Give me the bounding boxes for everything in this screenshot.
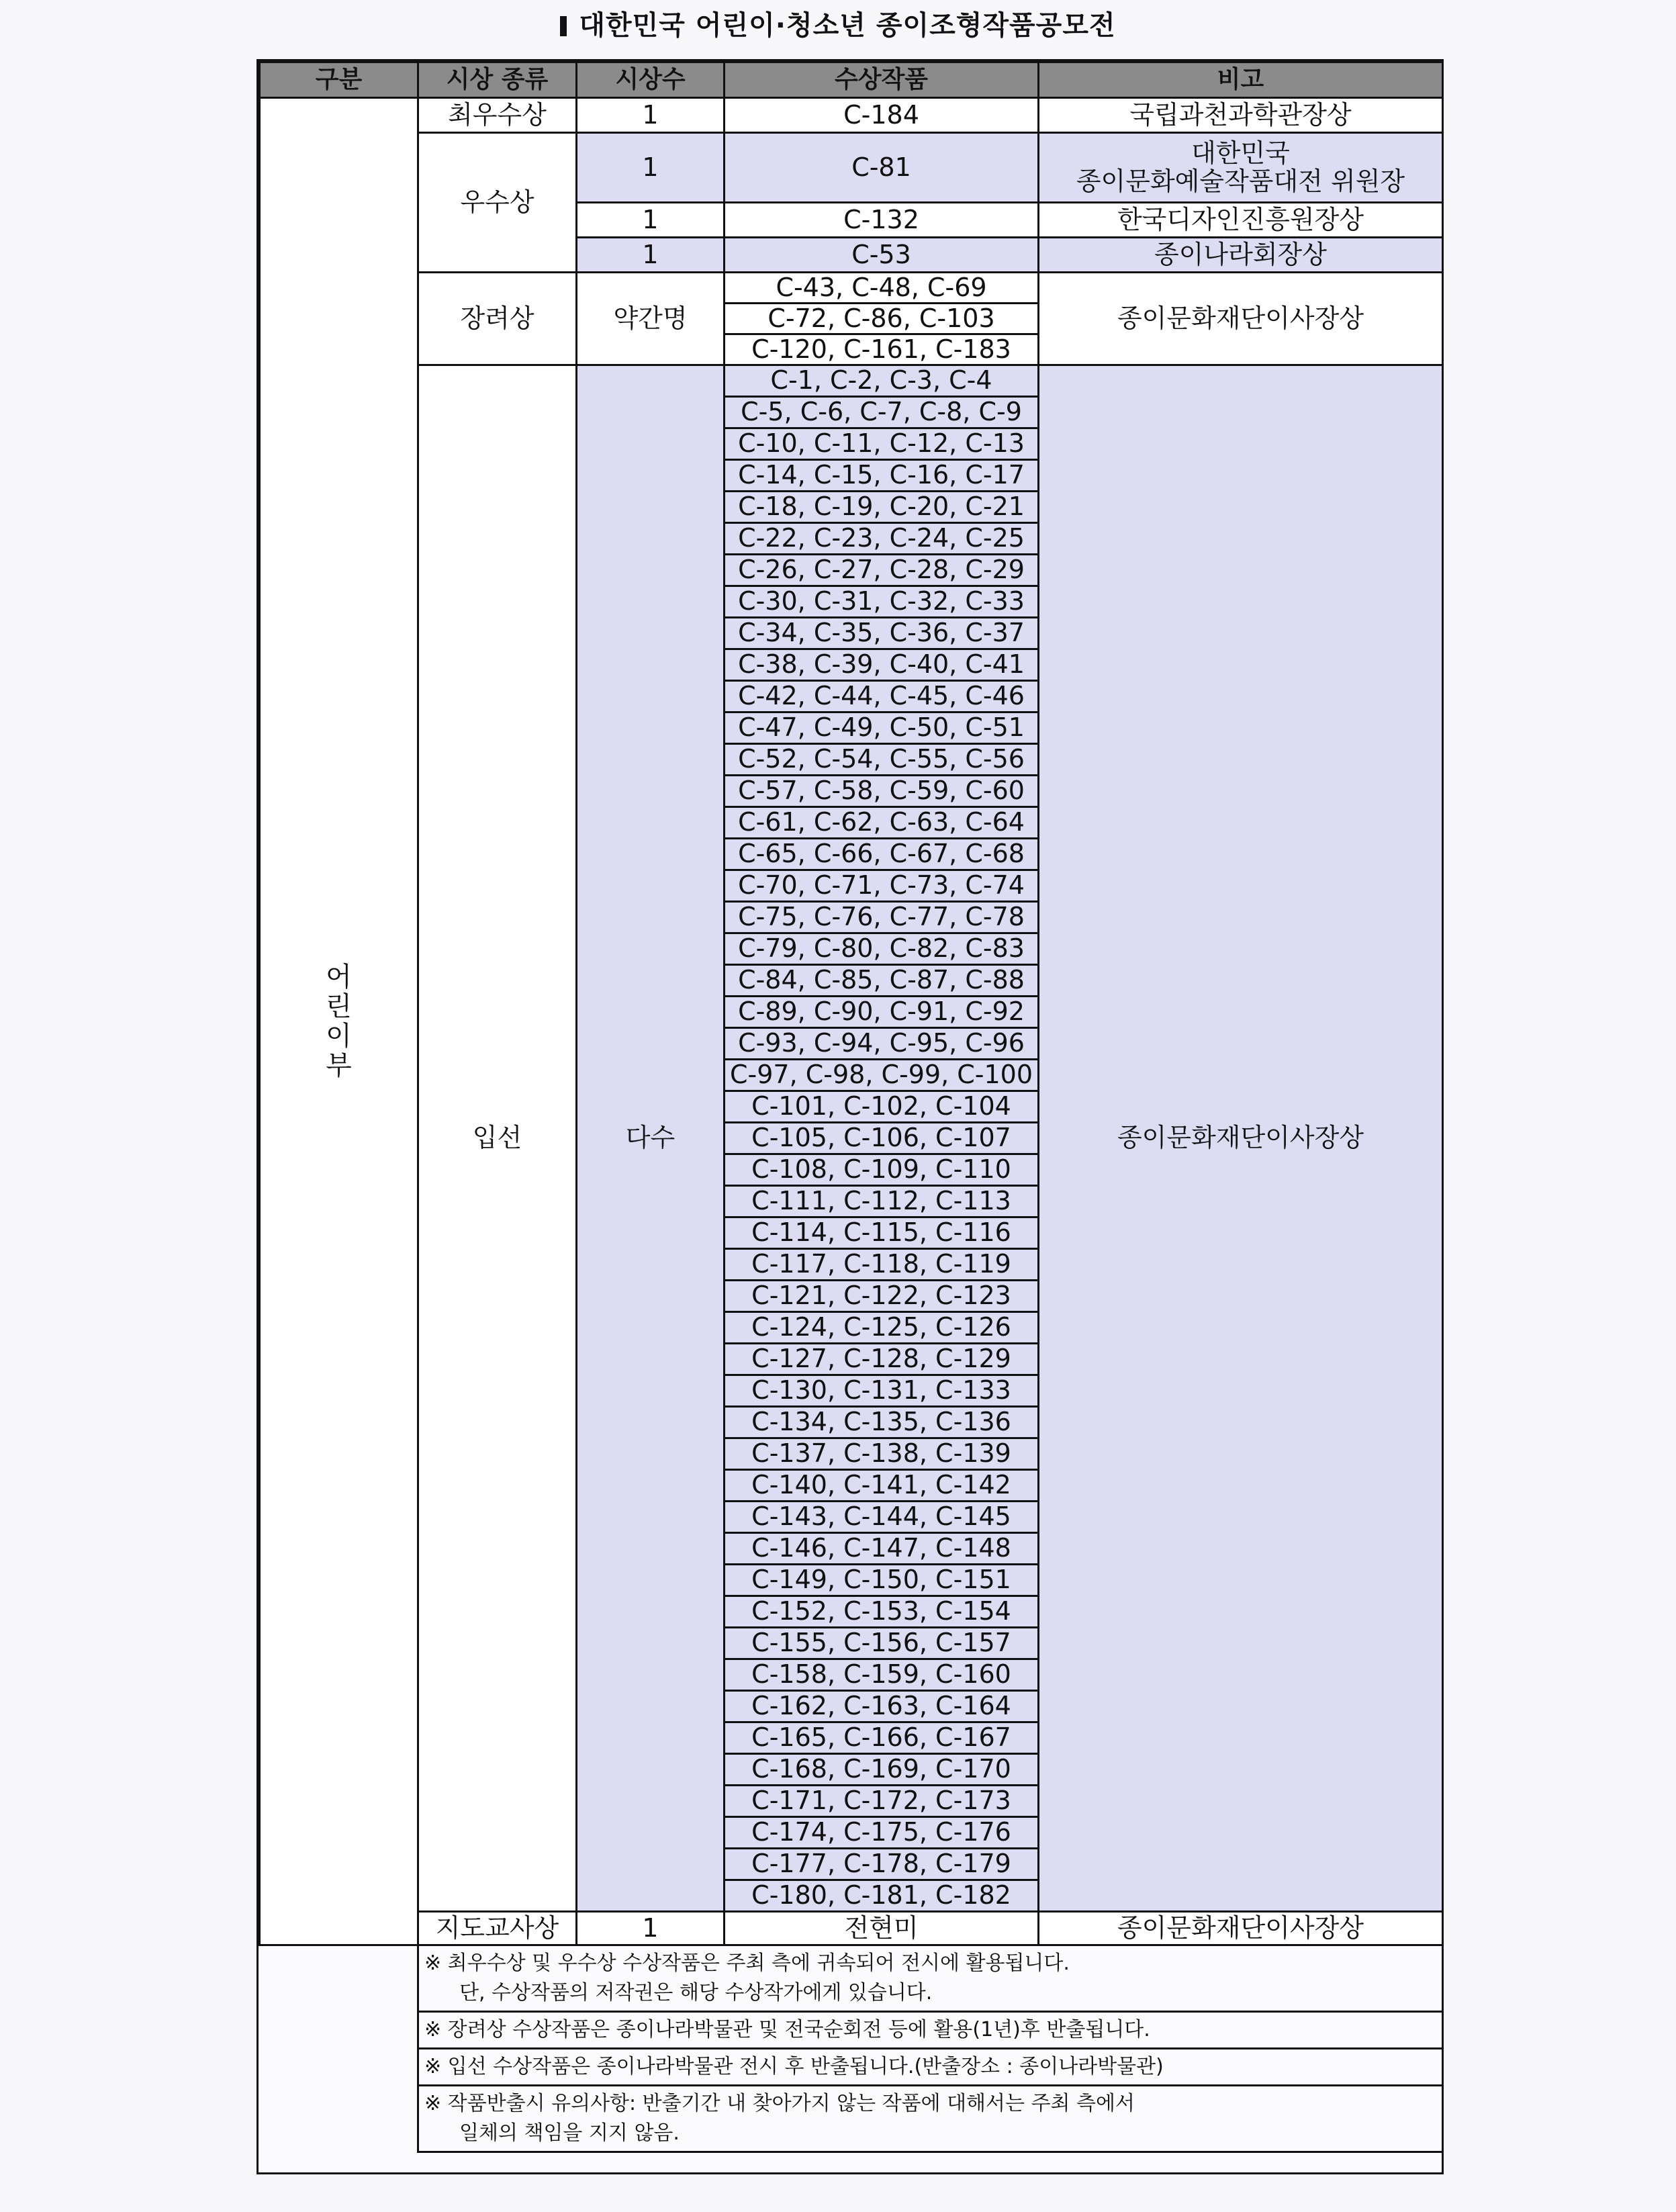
note-line: ※ 작품반출시 유의사항: 반출기간 내 찾아가지 않는 작품에 대해서는 주최 측에서 <box>424 2092 1135 2115</box>
notes-box <box>417 1944 1442 2153</box>
selected-count: 다수 <box>577 365 725 1912</box>
header-award-type: 시상 종류 <box>418 62 577 98</box>
selected-work: C-117, C-118, C-119 <box>725 1249 1039 1281</box>
excellence-count: 1 <box>577 203 725 238</box>
teacher-work: 전현미 <box>725 1912 1039 1945</box>
note-row <box>419 2047 1442 2084</box>
selected-work: C-146, C-147, C-148 <box>725 1533 1039 1565</box>
grand-prize-work: C-184 <box>725 98 1039 133</box>
teacher-count: 1 <box>577 1912 725 1945</box>
selected-work: C-93, C-94, C-95, C-96 <box>725 1028 1039 1060</box>
selected-work: C-52, C-54, C-55, C-56 <box>725 744 1039 776</box>
selected-note: 종이문화재단이사장상 <box>1039 365 1443 1912</box>
excellence-note-text <box>1076 138 1405 196</box>
note-line: 단, 수상작품의 저작권은 해당 수상작가에게 있습니다. <box>459 1981 933 2004</box>
selected-work: C-130, C-131, C-133 <box>725 1375 1039 1407</box>
selected-work: C-97, C-98, C-99, C-100 <box>725 1060 1039 1091</box>
encouragement-work: C-72, C-86, C-103 <box>725 304 1039 334</box>
selected-work: C-114, C-115, C-116 <box>725 1217 1039 1249</box>
excellence-work: C-81 <box>725 133 1039 203</box>
title-bar-icon <box>560 16 567 36</box>
table-header-row <box>260 62 1443 98</box>
selected-work: C-165, C-166, C-167 <box>725 1722 1039 1754</box>
selected-work: C-38, C-39, C-40, C-41 <box>725 649 1039 681</box>
selected-work: C-5, C-6, C-7, C-8, C-9 <box>725 397 1039 428</box>
selected-work: C-105, C-106, C-107 <box>725 1123 1039 1154</box>
grand-prize-note: 국립과천과학관장상 <box>1039 98 1443 133</box>
selected-work: C-89, C-90, C-91, C-92 <box>725 997 1039 1028</box>
selected-work: C-57, C-58, C-59, C-60 <box>725 776 1039 807</box>
excellence-note: 한국디자인진흥원장상 <box>1039 203 1443 238</box>
excellence-label: 우수상 <box>418 133 577 273</box>
selected-work: C-30, C-31, C-32, C-33 <box>725 586 1039 618</box>
page-title-text: 대한민국 어린이·청소년 종이조형작품공모전 <box>579 10 1116 41</box>
selected-work: C-22, C-23, C-24, C-25 <box>725 523 1039 555</box>
note-row <box>419 2011 1442 2047</box>
selected-work: C-75, C-76, C-77, C-78 <box>725 902 1039 933</box>
selected-work: C-177, C-178, C-179 <box>725 1849 1039 1880</box>
teacher-note: 종이문화재단이사장상 <box>1039 1912 1443 1945</box>
selected-work: C-26, C-27, C-28, C-29 <box>725 555 1039 586</box>
selected-work: C-34, C-35, C-36, C-37 <box>725 618 1039 649</box>
excellence-count: 1 <box>577 238 725 273</box>
selected-work: C-158, C-159, C-160 <box>725 1659 1039 1691</box>
encouragement-note: 종이문화재단이사장상 <box>1039 273 1443 365</box>
page-title <box>0 5 1676 46</box>
header-category: 구분 <box>260 62 418 98</box>
table-row <box>260 365 1443 397</box>
note-line: ※ 최우수상 및 우수상 수상작품은 주최 측에 귀속되어 전시에 활용됩니다. <box>424 1951 1070 1975</box>
teacher-label: 지도교사상 <box>418 1912 577 1945</box>
category-char: 이 <box>326 1021 352 1052</box>
note-row <box>419 2084 1442 2151</box>
selected-work: C-127, C-128, C-129 <box>725 1344 1039 1375</box>
selected-work: C-18, C-19, C-20, C-21 <box>725 492 1039 523</box>
encouragement-count: 약간명 <box>577 273 725 365</box>
selected-work: C-108, C-109, C-110 <box>725 1154 1039 1186</box>
selected-work: C-174, C-175, C-176 <box>725 1817 1039 1849</box>
selected-work: C-65, C-66, C-67, C-68 <box>725 839 1039 870</box>
selected-work: C-121, C-122, C-123 <box>725 1281 1039 1312</box>
selected-work: C-47, C-49, C-50, C-51 <box>725 712 1039 744</box>
category-char: 부 <box>326 1050 352 1081</box>
excellence-note-line: 대한민국 <box>1191 138 1290 168</box>
encouragement-work: C-120, C-161, C-183 <box>725 334 1039 365</box>
selected-work: C-149, C-150, C-151 <box>725 1565 1039 1596</box>
selected-work: C-61, C-62, C-63, C-64 <box>725 807 1039 839</box>
selected-work: C-168, C-169, C-170 <box>725 1754 1039 1786</box>
selected-work: C-42, C-44, C-45, C-46 <box>725 681 1039 712</box>
selected-work: C-1, C-2, C-3, C-4 <box>725 365 1039 397</box>
table-row <box>260 98 1443 133</box>
excellence-count: 1 <box>577 133 725 203</box>
excellence-work: C-53 <box>725 238 1039 273</box>
selected-work: C-70, C-71, C-73, C-74 <box>725 870 1039 902</box>
note-row <box>419 1944 1442 2011</box>
excellence-note-line: 종이문화예술작품대전 위원장 <box>1076 166 1405 196</box>
selected-work: C-111, C-112, C-113 <box>725 1186 1039 1217</box>
selected-work: C-134, C-135, C-136 <box>725 1407 1039 1438</box>
header-award-count: 시상수 <box>577 62 725 98</box>
excellence-work: C-132 <box>725 203 1039 238</box>
selected-work: C-10, C-11, C-12, C-13 <box>725 428 1039 460</box>
grand-prize-count: 1 <box>577 98 725 133</box>
note-line: 일체의 책임을 지지 않음. <box>459 2121 680 2145</box>
category-char: 어 <box>326 962 352 993</box>
selected-work: C-143, C-144, C-145 <box>725 1502 1039 1533</box>
selected-work: C-101, C-102, C-104 <box>725 1091 1039 1123</box>
selected-work: C-162, C-163, C-164 <box>725 1691 1039 1722</box>
header-award-works: 수상작품 <box>725 62 1039 98</box>
selected-label: 입선 <box>418 365 577 1912</box>
selected-work: C-152, C-153, C-154 <box>725 1596 1039 1628</box>
table-row <box>260 133 1443 203</box>
selected-work: C-14, C-15, C-16, C-17 <box>725 460 1039 492</box>
grand-prize-label: 최우수상 <box>418 98 577 133</box>
table-row <box>260 273 1443 304</box>
selected-work: C-124, C-125, C-126 <box>725 1312 1039 1344</box>
category-char: 린 <box>326 991 352 1022</box>
note-line: ※ 입선 수상작품은 종이나라박물관 전시 후 반출됩니다.(반출장소 : 종이나라박물관) <box>424 2055 1164 2078</box>
excellence-note: 종이나라회장상 <box>1039 238 1443 273</box>
excellence-note <box>1039 133 1443 203</box>
header-remarks: 비고 <box>1039 62 1443 98</box>
awards-table <box>259 61 1444 1946</box>
awards-frame <box>257 59 1444 2174</box>
encouragement-label: 장려상 <box>418 273 577 365</box>
selected-work: C-79, C-80, C-82, C-83 <box>725 933 1039 965</box>
selected-work: C-140, C-141, C-142 <box>725 1470 1039 1502</box>
table-row <box>260 1912 1443 1945</box>
selected-work: C-155, C-156, C-157 <box>725 1628 1039 1659</box>
encouragement-work: C-43, C-48, C-69 <box>725 273 1039 304</box>
note-line: ※ 장려상 수상작품은 종이나라박물관 및 전국순회전 등에 활용(1년)후 반출됩니다. <box>424 2018 1150 2041</box>
selected-work: C-84, C-85, C-87, C-88 <box>725 965 1039 997</box>
category-cell <box>260 98 418 1945</box>
selected-work: C-137, C-138, C-139 <box>725 1438 1039 1470</box>
selected-work: C-180, C-181, C-182 <box>725 1880 1039 1912</box>
selected-work: C-171, C-172, C-173 <box>725 1786 1039 1817</box>
